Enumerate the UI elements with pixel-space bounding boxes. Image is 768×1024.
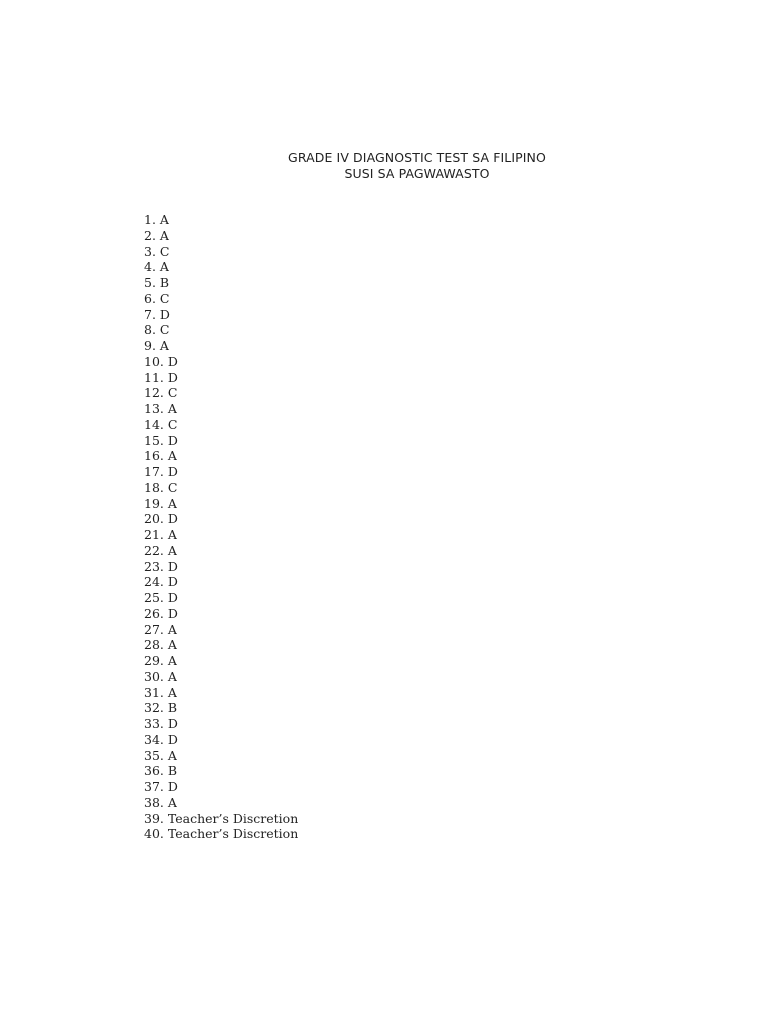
answer-item: 16. A <box>144 448 177 464</box>
answer-item: 17. D <box>144 464 178 479</box>
answer-item: 12. C <box>144 385 178 401</box>
answer-item: 31. A <box>144 684 177 700</box>
answer-item: 10. D <box>144 353 178 369</box>
answer-item: 6. C <box>144 290 170 306</box>
answer-item: 5. B <box>144 275 170 290</box>
answer-item: 39. Teacher’s Discretion <box>144 810 299 826</box>
answer-item: 32. B <box>144 700 178 716</box>
answer-item: 40. Teacher’s Discretion <box>144 826 299 842</box>
answer-item: 3. C <box>144 243 170 259</box>
answer-item: 35. A <box>144 747 177 763</box>
answer-item: 27. A <box>144 621 177 637</box>
answer-item: 21. A <box>144 527 177 542</box>
answer-item: 22. A <box>144 542 177 558</box>
answer-key-list <box>144 212 298 842</box>
document-subtitle: SUSI SA PAGWAWASTO <box>344 166 490 181</box>
answer-item: 7. D <box>144 306 170 322</box>
answer-item: 19. A <box>144 495 177 511</box>
answer-item: 4. A <box>144 259 169 275</box>
answer-item: 36. B <box>144 763 178 779</box>
answer-item: 8. C <box>144 322 170 338</box>
answer-item: 23. D <box>144 558 178 574</box>
answer-item: 28. A <box>144 637 177 653</box>
answer-item: 14. C <box>144 416 178 432</box>
document-header <box>0 150 768 182</box>
answer-item: 30. A <box>144 668 177 684</box>
answer-item: 24. D <box>144 574 178 590</box>
answer-item: 9. A <box>144 338 169 353</box>
answer-item: 33. D <box>144 716 178 731</box>
answer-item: 13. A <box>144 401 177 416</box>
answer-item: 38. A <box>144 794 177 810</box>
answer-item: 29. A <box>144 653 177 668</box>
answer-item: 11. D <box>144 369 178 385</box>
answer-item: 15. D <box>144 432 178 448</box>
answer-item: 2. A <box>144 227 169 243</box>
answer-item: 18. C <box>144 479 178 495</box>
answer-item: 34. D <box>144 731 178 747</box>
answer-item: 26. D <box>144 605 178 621</box>
document-title: GRADE IV DIAGNOSTIC TEST SA FILIPINO <box>288 150 546 165</box>
answer-item: 20. D <box>144 511 178 527</box>
answer-item: 37. D <box>144 779 178 794</box>
answer-item: 1. A <box>144 212 169 227</box>
answer-item: 25. D <box>144 590 178 605</box>
